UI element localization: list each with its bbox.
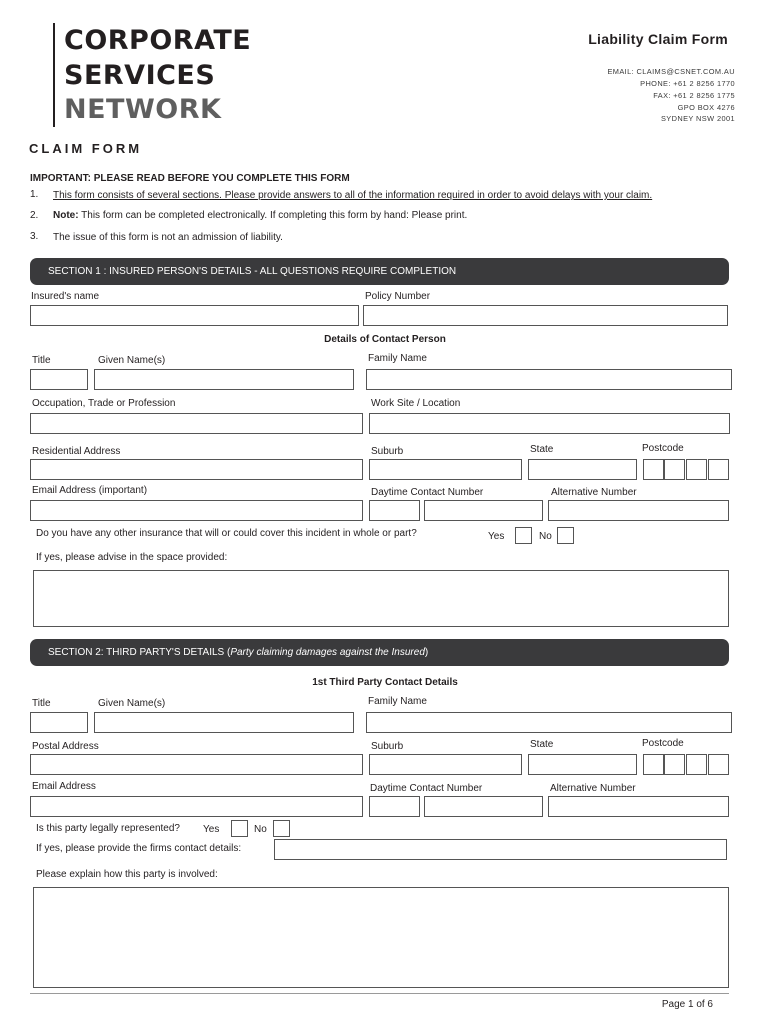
s2-suburb-label: Suburb [371, 741, 404, 752]
s2-daytime-label: Daytime Contact Number [370, 783, 483, 794]
item-3-number: 3. [30, 231, 39, 242]
item-2-number: 2. [30, 210, 39, 221]
s1-suburb-label: Suburb [371, 446, 404, 457]
contact-city: SYDNEY NSW 2001 [660, 114, 735, 123]
form-title: Liability Claim Form [588, 31, 728, 47]
s2-postcode-digit-2[interactable] [664, 754, 685, 775]
s2-daytime-area-input[interactable] [369, 796, 420, 817]
s2-given-names-label: Given Name(s) [98, 698, 166, 709]
other-insurance-no-label: No [539, 531, 552, 542]
s2-postcode-digit-3[interactable] [686, 754, 707, 775]
s2-family-name-input[interactable] [366, 712, 732, 733]
legal-representation-question: Is this party legally represented? [36, 823, 180, 834]
s2-title-label: Title [32, 698, 51, 709]
s2-postcode-digit-1[interactable] [643, 754, 664, 775]
postal-address-input[interactable] [30, 754, 363, 775]
s1-daytime-label: Daytime Contact Number [371, 487, 484, 498]
s2-email-input[interactable] [30, 796, 363, 817]
s1-title-label: Title [32, 355, 51, 366]
s1-title-input[interactable] [30, 369, 88, 390]
s2-postcode-label: Postcode [642, 738, 684, 749]
s1-daytime-number-input[interactable] [424, 500, 543, 521]
logo-divider [53, 23, 55, 127]
s1-postcode-digit-1[interactable] [643, 459, 664, 480]
other-insurance-no-checkbox[interactable] [557, 527, 574, 544]
work-site-input[interactable] [369, 413, 730, 434]
other-insurance-details-textarea[interactable] [33, 570, 729, 627]
legal-yes-checkbox[interactable] [231, 820, 248, 837]
section-1-header: SECTION 1 : INSURED PERSON'S DETAILS - ALL QUESTIONS REQUIRE COMPLETION [30, 258, 729, 285]
s2-given-names-input[interactable] [94, 712, 354, 733]
section-2-title-italic: Party claiming damages against the Insured [230, 647, 425, 658]
s1-postcode-digit-4[interactable] [708, 459, 729, 480]
item-1-text: This form consists of several sections. Please provide answers to all of the information required in order to avoid delays with your claim. [53, 190, 653, 201]
firms-contact-label: If yes, please provide the firms contact details: [36, 843, 242, 854]
s2-alternative-input[interactable] [548, 796, 729, 817]
s1-given-names-label: Given Name(s) [98, 355, 166, 366]
s1-family-name-label: Family Name [368, 353, 427, 364]
s1-email-input[interactable] [30, 500, 363, 521]
s2-postcode-digit-4[interactable] [708, 754, 729, 775]
s2-state-label: State [530, 739, 554, 750]
other-insurance-yes-label: Yes [488, 531, 505, 542]
residential-address-input[interactable] [30, 459, 363, 480]
contact-person-heading: Details of Contact Person [324, 334, 446, 345]
firms-contact-input[interactable] [274, 839, 727, 860]
other-insurance-question: Do you have any other insurance that will or could cover this incident in whole or part? [36, 528, 417, 539]
s2-daytime-number-input[interactable] [424, 796, 543, 817]
contact-po-box: GPO BOX 4276 [677, 103, 735, 112]
item-3-text: The issue of this form is not an admission of liability. [53, 232, 283, 243]
s1-family-name-input[interactable] [366, 369, 732, 390]
s1-postcode-digit-2[interactable] [664, 459, 685, 480]
s1-email-label: Email Address (important) [32, 485, 148, 496]
advise-label: If yes, please advise in the space provided: [36, 552, 228, 563]
s2-title-input[interactable] [30, 712, 88, 733]
s1-alternative-input[interactable] [548, 500, 729, 521]
s1-state-label: State [530, 444, 554, 455]
work-site-label: Work Site / Location [371, 398, 461, 409]
logo-line-network: NETWORK [64, 94, 222, 125]
explain-involvement-label: Please explain how this party is involved: [36, 869, 218, 880]
s1-state-input[interactable] [528, 459, 637, 480]
legal-yes-label: Yes [203, 824, 220, 835]
occupation-label: Occupation, Trade or Profession [32, 398, 176, 409]
s2-state-input[interactable] [528, 754, 637, 775]
contact-fax: FAX: +61 2 8256 1775 [653, 91, 735, 100]
other-insurance-yes-checkbox[interactable] [515, 527, 532, 544]
insured-name-label: Insured's name [31, 291, 100, 302]
s1-suburb-input[interactable] [369, 459, 522, 480]
item-2-text [53, 210, 467, 221]
s2-family-name-label: Family Name [368, 696, 427, 707]
important-heading: IMPORTANT: PLEASE READ BEFORE YOU COMPLETE THIS FORM [30, 173, 350, 184]
involvement-textarea[interactable] [33, 887, 729, 988]
policy-number-input[interactable] [363, 305, 728, 326]
s1-alternative-label: Alternative Number [551, 487, 637, 498]
logo-line-corporate: CORPORATE [64, 25, 252, 56]
s2-email-label: Email Address [32, 781, 96, 792]
insured-name-input[interactable] [30, 305, 359, 326]
s1-postcode-label: Postcode [642, 443, 684, 454]
footer-divider [30, 993, 729, 994]
section-2-header [30, 639, 729, 666]
occupation-input[interactable] [30, 413, 363, 434]
residential-address-label: Residential Address [32, 446, 121, 457]
logo-line-services: SERVICES [64, 60, 216, 91]
section-2-title: SECTION 2: THIRD PARTY'S DETAILS ( [48, 647, 231, 658]
claim-form-heading: CLAIM FORM [29, 141, 143, 156]
item-2-body: This form can be completed electronically. If completing this form by hand: Please print. [78, 210, 468, 221]
contact-phone: PHONE: +61 2 8256 1770 [640, 79, 735, 88]
item-2-note: Note: [53, 210, 79, 221]
legal-no-checkbox[interactable] [273, 820, 290, 837]
postal-address-label: Postal Address [32, 741, 99, 752]
item-1-number: 1. [30, 189, 39, 200]
s1-postcode-digit-3[interactable] [686, 459, 707, 480]
policy-number-label: Policy Number [365, 291, 431, 302]
s2-alternative-label: Alternative Number [550, 783, 636, 794]
section-2-title-close: ) [424, 647, 429, 658]
contact-email: EMAIL: CLAIMS@CSNET.COM.AU [607, 67, 735, 76]
s2-suburb-input[interactable] [369, 754, 522, 775]
s1-given-names-input[interactable] [94, 369, 354, 390]
legal-no-label: No [254, 824, 267, 835]
page-number: Page 1 of 6 [661, 999, 713, 1010]
third-party-heading: 1st Third Party Contact Details [312, 677, 458, 688]
s1-daytime-area-input[interactable] [369, 500, 420, 521]
